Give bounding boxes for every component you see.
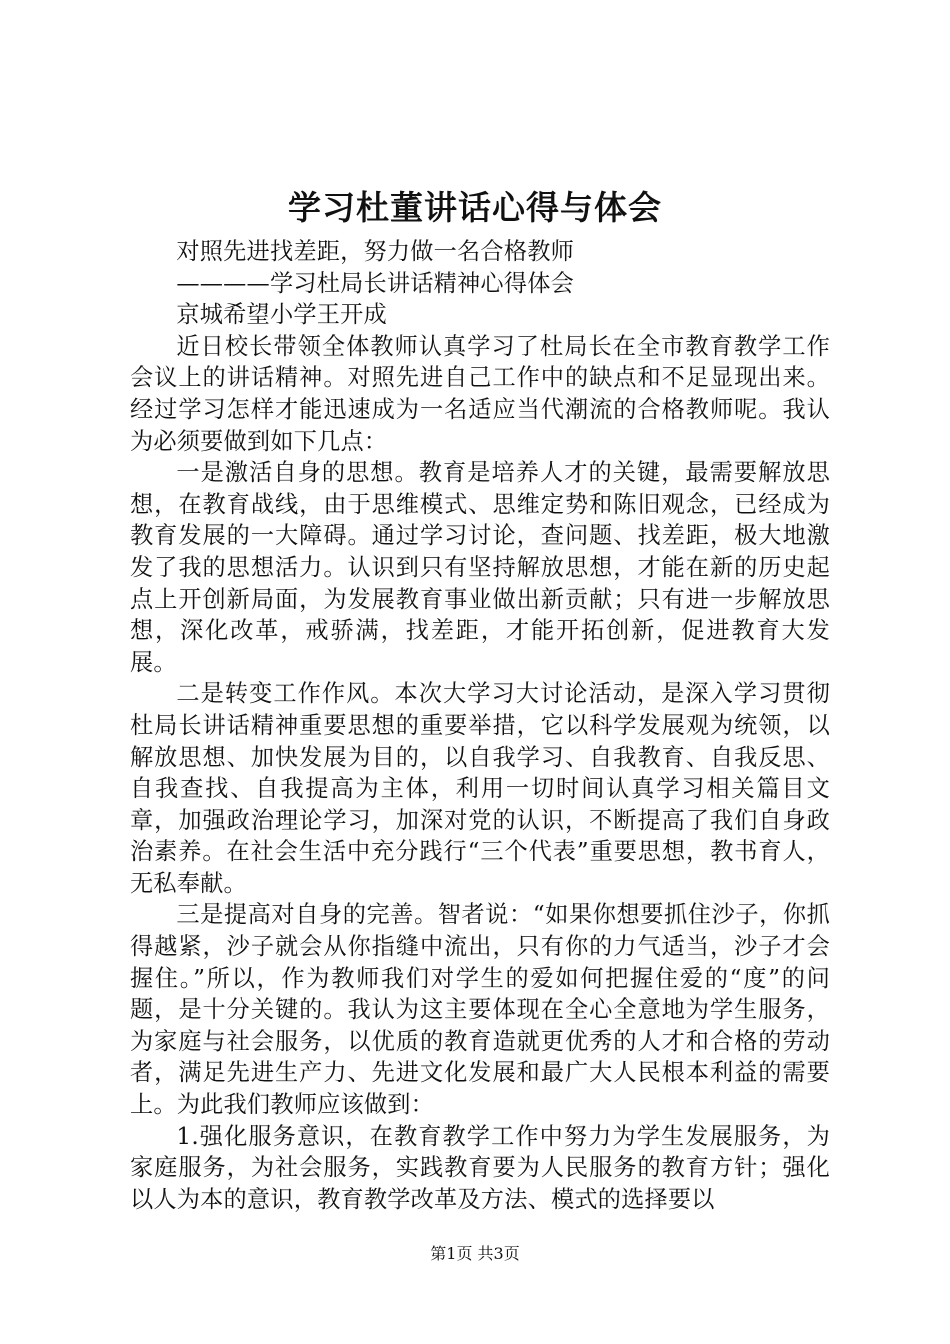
paragraph: 近日校长带领全体教师认真学习了杜局长在全市教育教学工作会议上的讲话精神。对照先进自己工作中的缺点和不足显现出来。经过学习怎样才能迅速成为一名适应当代潮流的合格教师呢。我认为必须要做到如下几点： <box>130 332 830 455</box>
page-footer: 第1页 共3页 <box>430 1244 520 1263</box>
paragraph: 1.强化服务意识，在教育教学工作中努力为学生发展服务，为家庭服务，为社会服务，实践教育要为人民服务的教育方针；强化以人为本的意识，教育教学改革及方法、模式的选择要以 <box>130 1122 830 1213</box>
paragraph: 二是转变工作作风。本次大学习大讨论活动，是深入学习贯彻杜局长讲话精神重要思想的重要举措，它以科学发展观为统领，以解放思想、加快发展为目的，以自我学习、自我教育、自我反思、自我查找、自我提高为主体，利用一切时间认真学习相关篇目文章，加强政治理论学习，加深对党的认识，不断提高了我们自身政治素养。在社会生活中充分践行“三个代表”重要思想，教书育人，无私奉献。 <box>130 680 830 897</box>
paragraph: 一是激活自身的思想。教育是培养人才的关键，最需要解放思想，在教育战线，由于思维模式、思维定势和陈旧观念，已经成为教育发展的一大障碍。通过学习讨论，查问题、找差距，极大地激发了我的思想活力。认识到只有坚持解放思想，才能在新的历史起点上开创新局面，为发展教育事业做出新贡献；只有进一步解放思想，深化改革，戒骄满，找差距，才能开拓创新，促进教育大发展。 <box>130 459 830 676</box>
document-body <box>130 236 830 1215</box>
subtitle: 对照先进找差距，努力做一名合格教师 <box>176 238 574 265</box>
document-title: 学习杜董讲话心得与体会 <box>288 188 662 227</box>
paragraph: 三是提高对自身的完善。智者说：“如果你想要抓住沙子，你抓得越紧，沙子就会从你指缝中流出，只有你的力气适当，沙子才会握住。”所以，作为教师我们对学生的爱如何把握住爱的“度”的问题，是十分关键的。我认为这主要体现在全心全意地为学生服务，为家庭与社会服务，以优质的教育造就更优秀的人才和合格的劳动者，满足先进生产力、先进文化发展和最广大人民根本利益的需要上。为此我们教师应该做到： <box>130 901 830 1119</box>
subtitle-secondary: ————学习杜局长讲话精神心得体会 <box>176 269 574 297</box>
author-line: 京城希望小学王开成 <box>176 301 387 329</box>
